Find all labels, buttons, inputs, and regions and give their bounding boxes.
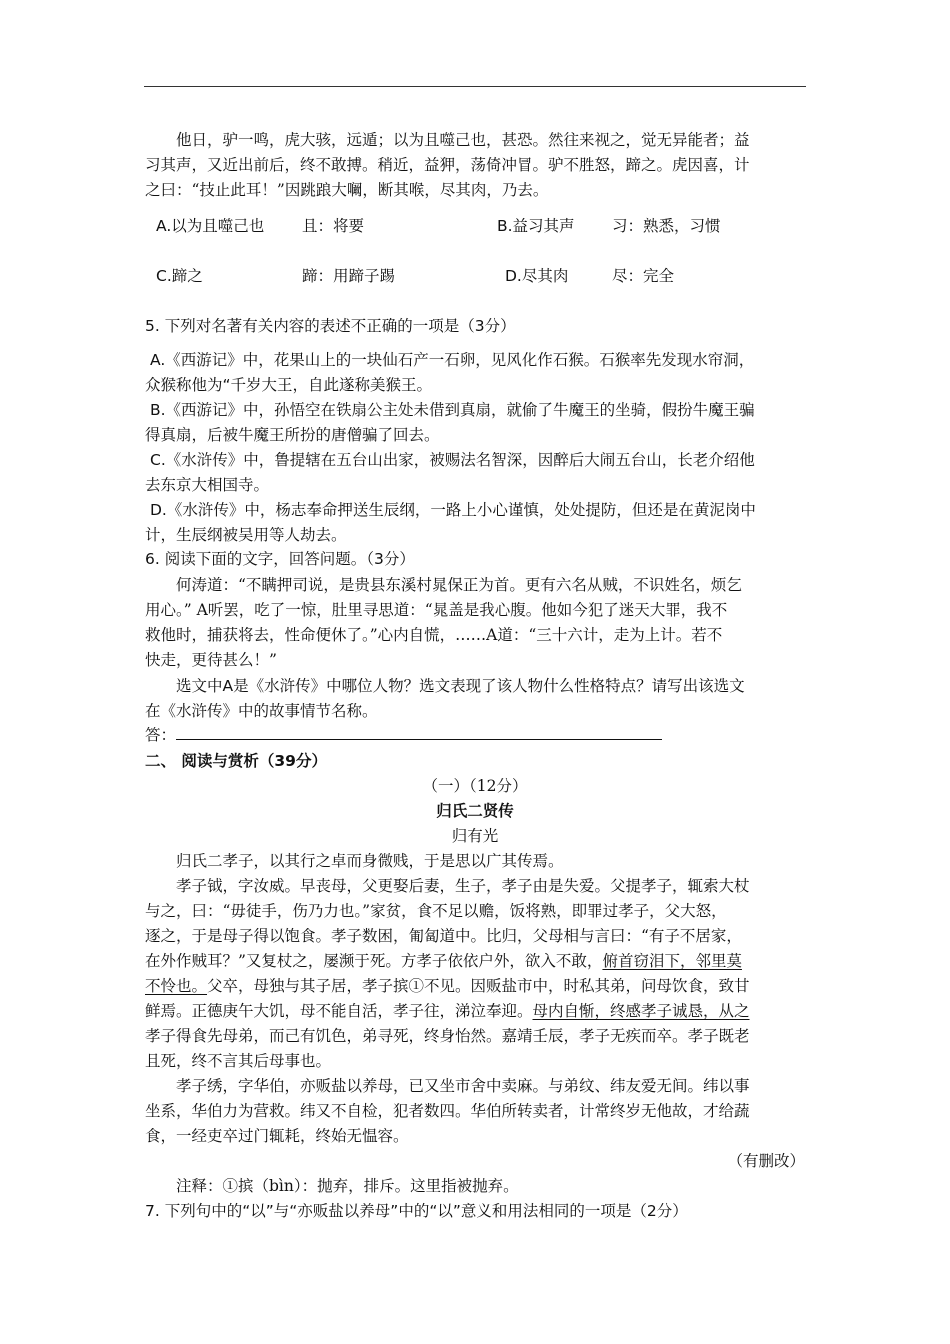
underlined-sentence: 俯首窃泪下，邻里莫 bbox=[602, 952, 742, 970]
essay-line: 与之，曰：“毋徒手，伤乃力也。”家贫，食不足以赡，饭将熟，即罪过孝子，父大怒， bbox=[145, 902, 727, 920]
essay-line bbox=[145, 976, 750, 996]
essay-title: 归氏二贤传 bbox=[436, 802, 514, 820]
q5-option-line: D.《水浒传》中，杨志奉命押送生辰纲，一路上小心谨慎，处处提防，但还是在黄泥岗中 bbox=[150, 501, 756, 519]
q6-passage-line: 用心。” A听罢，吃了一惊，肚里寻思道：“晁盖是我心腹。他如今犯了迷天大罪，我不 bbox=[145, 601, 728, 619]
passage-line: 之曰：“技止此耳！”因跳踉大㘎，断其喉，尽其肉，乃去。 bbox=[145, 181, 549, 199]
essay-line: 归氏二孝子，以其行之卓而身微贱，于是思以广其传焉。 bbox=[176, 852, 564, 870]
passage-line: 习其声，又近出前后，终不敢搏。稍近，益狎，荡倚冲冒。驴不胜怒，蹄之。虎因喜，计 bbox=[145, 156, 750, 174]
answer-label: 答： bbox=[145, 726, 177, 744]
q6-passage-line: 何涛道：“不瞒押司说，是贵县东溪村晁保正为首。更有六名从贼，不识姓名，烦乞 bbox=[176, 576, 742, 594]
revision-note: （有删改） bbox=[727, 1152, 805, 1170]
section-heading: 二、 阅读与赏析（39分） bbox=[145, 752, 327, 770]
question-7-stem: 7. 下列句中的“以”与“亦贩盐以养母”中的“以”意义和用法相同的一项是（2分） bbox=[145, 1202, 688, 1220]
option-b-item: B.益习其声 bbox=[497, 217, 575, 235]
underlined-sentence: 母内自惭，终感孝子诚恳，从之 bbox=[532, 1002, 750, 1020]
essay-line: 孝子钺，字汝威。早丧母，父更娶后妻，生子，孝子由是失爱。父提孝子，辄索大杖 bbox=[176, 877, 750, 895]
answer-line bbox=[145, 725, 662, 745]
q6-question-line: 在《水浒传》中的故事情节名称。 bbox=[145, 702, 378, 720]
essay-line: 且死，终不言其后母事也。 bbox=[145, 1052, 332, 1070]
essay-line bbox=[145, 951, 742, 971]
essay-text: 在外作贼耳？”又复杖之，屡濒于死。方孝子依依户外，欲入不敢， bbox=[145, 952, 603, 970]
essay-line bbox=[145, 1001, 750, 1021]
q5-option-line: A.《西游记》中，花果山上的一块仙石产一石卵，见风化作石猴。石猴率先发现水帘洞， bbox=[150, 351, 755, 369]
option-d-gloss: 尽：完全 bbox=[612, 267, 675, 285]
footnote: 注释：①摈（bìn）：抛弃，排斥。这里指被抛弃。 bbox=[176, 1177, 519, 1195]
essay-author: 归有光 bbox=[451, 827, 499, 845]
option-c-item: C.蹄之 bbox=[156, 267, 203, 285]
option-d-item: D.尽其肉 bbox=[505, 267, 569, 285]
essay-line: 坐系，华伯力为营救。纬又不自检，犯者数四。华伯所转卖者，计常终岁无他故，才给蔬 bbox=[145, 1102, 750, 1120]
option-a-gloss: 且：将要 bbox=[302, 217, 365, 235]
option-c-gloss: 蹄：用蹄子踢 bbox=[302, 267, 396, 285]
header-rule bbox=[144, 86, 806, 87]
essay-line: 食，一经吏卒过门辄耗，终始无愠容。 bbox=[145, 1127, 409, 1145]
q6-question-line: 选文中A是《水浒传》中哪位人物？选文表现了该人物什么性格特点？请写出该选文 bbox=[176, 677, 745, 695]
option-a-item: A.以为且噬己也 bbox=[156, 217, 265, 235]
q5-option-line: 得真扇，后被牛魔王所扮的唐僧骗了回去。 bbox=[145, 426, 440, 444]
answer-blank[interactable] bbox=[176, 725, 662, 740]
question-6-stem: 6. 阅读下面的文字，回答问题。（3分） bbox=[145, 550, 415, 568]
essay-line: 孝子绣，字华伯，亦贩盐以养母，已又坐市舍中卖麻。与弟纹、纬友爱无间。纬以事 bbox=[176, 1077, 750, 1095]
part-label: （一）（12分） bbox=[422, 777, 528, 795]
q5-option-line: 计，生辰纲被吴用等人劫去。 bbox=[145, 526, 347, 544]
q6-passage-line: 救他时，捕获将去，性命便休了。”心内自慌，……A道：“三十六计，走为上计。若不 bbox=[145, 626, 723, 644]
essay-text: 父卒，母独与其子居，孝子摈①不见。因贩盐市中，时私其弟，问母饮食，致甘 bbox=[207, 977, 750, 995]
q5-option-line: B.《西游记》中，孙悟空在铁扇公主处未借到真扇，就偷了牛魔王的坐骑，假扮牛魔王骗 bbox=[150, 401, 755, 419]
essay-line: 孝子得食先母弟，而己有饥色，弟寻死，终身怡然。嘉靖壬辰，孝子无疾而卒。孝子既老 bbox=[145, 1027, 750, 1045]
q5-option-line: C.《水浒传》中，鲁提辖在五台山出家，被赐法名智深，因醉后大闹五台山，长老介绍他 bbox=[150, 451, 755, 469]
option-b-gloss: 习：熟悉，习惯 bbox=[612, 217, 721, 235]
question-5-stem: 5. 下列对名著有关内容的表述不正确的一项是（3分） bbox=[145, 317, 516, 335]
essay-text: 鲜焉。正德庚午大饥，母不能自活，孝子往，涕泣奉迎。 bbox=[145, 1002, 533, 1020]
underlined-sentence: 不怜也。 bbox=[145, 977, 208, 995]
q5-option-line: 去东京大相国寺。 bbox=[145, 476, 270, 494]
essay-line: 逐之，于是母子得以饱食。孝子数困，匍匐道中。比归，父母相与言曰：“有子不居家， bbox=[145, 927, 742, 945]
q5-option-line: 众猴称他为“千岁大王，自此遂称美猴王。 bbox=[145, 376, 433, 394]
passage-line: 他日，驴一鸣，虎大骇，远遁；以为且噬己也，甚恐。然往来视之，觉无异能者；益 bbox=[176, 131, 750, 149]
q6-passage-line: 快走，更待甚么！” bbox=[145, 651, 277, 669]
